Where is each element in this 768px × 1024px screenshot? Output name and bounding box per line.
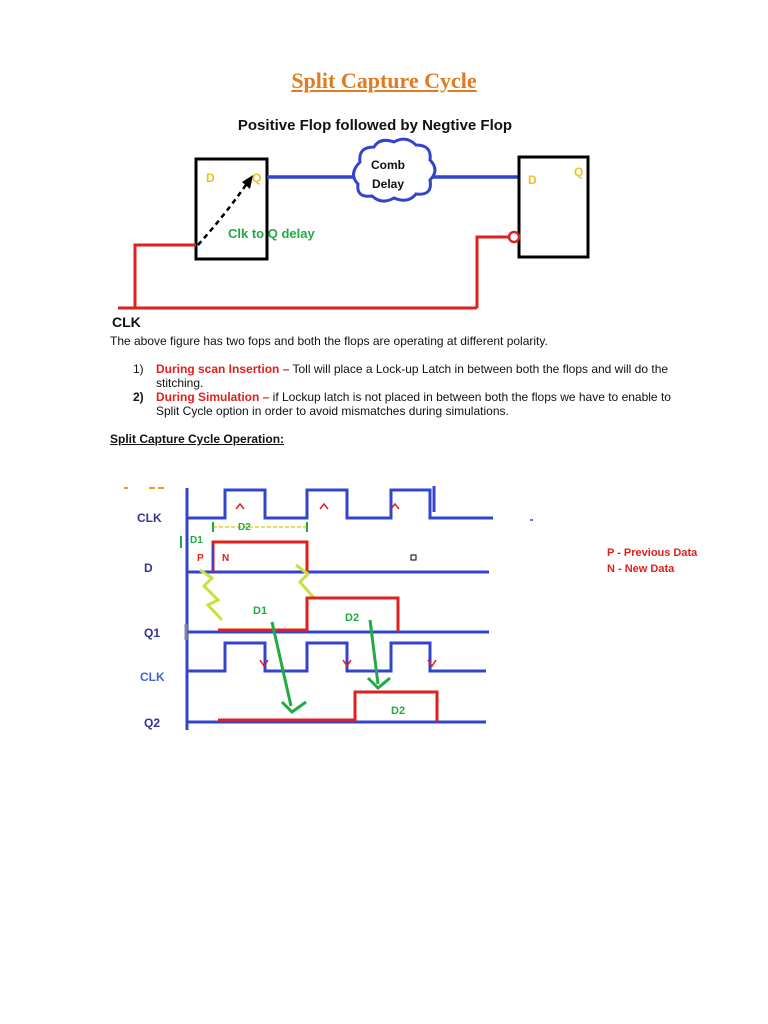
flop-schematic (0, 100, 768, 335)
description-paragraph: The above figure has two fops and both the flops are operating at different polarity. (110, 334, 548, 348)
clk2-waveform (187, 643, 486, 671)
clk-wire-flop1 (118, 245, 196, 308)
timing-diagram (0, 470, 768, 740)
list-label: During scan Insertion – (156, 362, 290, 376)
d2-bottom-label: D2 (391, 705, 406, 717)
flop1-d-label: D (206, 171, 215, 185)
inverted-clock-bubble (509, 232, 519, 242)
clk-to-q-label: Clk to Q delay (228, 226, 315, 241)
row-label-clk2: CLK (140, 670, 165, 684)
marker-square (411, 555, 416, 560)
lightning-bolt-icon (200, 570, 222, 620)
list-label: During Simulation – (156, 390, 270, 404)
d2-dimension-label: D2 (238, 522, 251, 533)
clk-wire-flop2 (477, 237, 509, 308)
figure1-title: Positive Flop followed by Negtive Flop (237, 117, 513, 134)
propagation-arrow-d1 (272, 622, 291, 706)
list-text-continued: Split Cycle option in order to avoid mismatches during simulations. (156, 404, 509, 418)
clk-label: CLK (112, 314, 141, 330)
clk-edge-mark (320, 504, 328, 509)
section-heading: Split Capture Cycle Operation: (110, 432, 285, 446)
delay-label: Delay (371, 177, 405, 191)
row-label-d: D (144, 561, 153, 575)
flop1-q-label: Q (252, 171, 262, 185)
flop2-d-label: D (528, 173, 537, 187)
lightning-bolt-icon (296, 565, 314, 598)
legend-new-data: N - New Data (607, 563, 675, 575)
clk-edge-mark (236, 504, 244, 509)
list-text: Toll will place a Lock-up Latch in between both the flops and will do the (289, 362, 669, 376)
d1-mid-label: D1 (253, 605, 268, 617)
d1-small-label: D1 (190, 535, 203, 546)
comb-label: Comb (371, 158, 405, 172)
list-number: 2) (133, 390, 144, 404)
clk-waveform (187, 490, 493, 518)
row-label-clk: CLK (137, 511, 162, 525)
list-number: 1) (133, 362, 144, 376)
list-item (133, 362, 723, 390)
list-text: if Lockup latch is not placed in between both the flops we have to enable to (269, 390, 671, 404)
n-label: N (222, 553, 230, 564)
p-label: P (197, 553, 204, 564)
row-label-q1: Q1 (144, 626, 161, 640)
flop2-q-label: Q (574, 165, 584, 179)
legend-previous-data: P - Previous Data (607, 547, 698, 559)
list-text-continued: stitching. (156, 376, 204, 390)
propagation-arrow-d1-head (282, 702, 306, 712)
row-label-q2: Q2 (144, 716, 161, 730)
d2-mid-label: D2 (345, 612, 360, 624)
page-title: Split Capture Cycle (291, 68, 477, 93)
propagation-arrow-d2 (370, 620, 378, 684)
list-item (133, 390, 723, 418)
